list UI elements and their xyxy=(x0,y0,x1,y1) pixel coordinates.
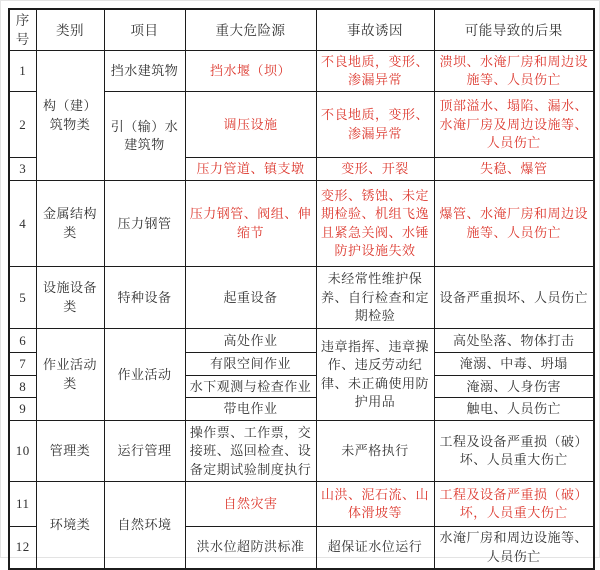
header-hazard: 重大危险源 xyxy=(185,9,316,51)
header-row xyxy=(9,9,594,51)
cell-r6-c0: 6 xyxy=(9,329,36,353)
cell-r3-c1: 压力管道、镇支墩 xyxy=(185,158,316,181)
header-consequence: 可能导致的后果 xyxy=(434,9,594,51)
cell-r5-c0: 5 xyxy=(9,267,36,329)
hazard-table-container xyxy=(8,8,595,570)
cell-r1-c0: 1 xyxy=(9,51,36,92)
cell-r6-c4: 违章指挥、违章操作、违反劳动纪律、未正确使用防护用品 xyxy=(316,329,434,421)
cell-r12-c0: 12 xyxy=(9,527,36,569)
cell-r9-c0: 9 xyxy=(9,398,36,421)
cell-r1-c5: 溃坝、水淹厂房和周边设施等、人员伤亡 xyxy=(434,51,594,92)
cell-r10-c3: 操作票、工作票，交接班、巡回检查、设备定期试验制度执行 xyxy=(185,421,316,482)
cell-r2-c0: 2 xyxy=(9,92,36,158)
cell-r12-c3: 水淹厂房和周边设施等、人员伤亡 xyxy=(434,527,594,569)
cell-r11-c2: 自然环境 xyxy=(104,482,185,569)
cell-r3-c0: 3 xyxy=(9,158,36,181)
cell-r11-c4: 山洪、泥石流、山体滑坡等 xyxy=(316,482,434,527)
table-body xyxy=(9,51,594,569)
cell-r10-c2: 运行管理 xyxy=(104,421,185,482)
cell-r6-c3: 高处作业 xyxy=(185,329,316,353)
table-row-4 xyxy=(9,181,594,267)
cell-r11-c1: 环境类 xyxy=(36,482,104,569)
cell-r1-c2: 挡水建筑物 xyxy=(104,51,185,92)
hazard-table xyxy=(8,8,595,570)
header-item: 项目 xyxy=(104,9,185,51)
cell-r8-c1: 水下观测与检查作业 xyxy=(185,376,316,398)
cell-r3-c3: 失稳、爆管 xyxy=(434,158,594,181)
table-row-6 xyxy=(9,329,594,353)
cell-r6-c5: 高处坠落、物体打击 xyxy=(434,329,594,353)
cell-r1-c3: 挡水堰（坝） xyxy=(185,51,316,92)
cell-r4-c3: 压力钢管、阀组、伸缩节 xyxy=(185,181,316,267)
table-row-5 xyxy=(9,267,594,329)
table-header-row xyxy=(9,9,594,51)
cell-r4-c5: 爆管、水淹厂房和周边设施等、人员伤亡 xyxy=(434,181,594,267)
table-row-1 xyxy=(9,51,594,92)
cell-r8-c2: 淹溺、人身伤害 xyxy=(434,376,594,398)
cell-r1-c1: 构（建）筑物类 xyxy=(36,51,104,181)
cell-r2-c4: 顶部溢水、塌陷、漏水、水淹厂房及周边设施等、人员伤亡 xyxy=(434,92,594,158)
cell-r4-c4: 变形、锈蚀、未定期检验、机组飞逸且紧急关阀、水锤防护设施失效 xyxy=(316,181,434,267)
cell-r4-c1: 金属结构类 xyxy=(36,181,104,267)
cell-r6-c1: 作业活动类 xyxy=(36,329,104,421)
cell-r6-c2: 作业活动 xyxy=(104,329,185,421)
cell-r10-c1: 管理类 xyxy=(36,421,104,482)
cell-r8-c0: 8 xyxy=(9,376,36,398)
cell-r5-c2: 特种设备 xyxy=(104,267,185,329)
cell-r11-c0: 11 xyxy=(9,482,36,527)
cell-r10-c5: 工程及设备严重损（破）坏、人员重大伤亡 xyxy=(434,421,594,482)
header-index: 序号 xyxy=(9,9,36,51)
cell-r11-c3: 自然灾害 xyxy=(185,482,316,527)
cell-r10-c4: 未严格执行 xyxy=(316,421,434,482)
table-row-11 xyxy=(9,482,594,527)
cell-r2-c2: 调压设施 xyxy=(185,92,316,158)
header-category: 类别 xyxy=(36,9,104,51)
cell-r4-c0: 4 xyxy=(9,181,36,267)
header-cause: 事故诱因 xyxy=(316,9,434,51)
cell-r5-c4: 未经常性维护保养、自行检查和定期检验 xyxy=(316,267,434,329)
cell-r9-c1: 带电作业 xyxy=(185,398,316,421)
cell-r4-c2: 压力钢管 xyxy=(104,181,185,267)
cell-r2-c3: 不良地质，变形、渗漏异常 xyxy=(316,92,434,158)
cell-r7-c0: 7 xyxy=(9,353,36,376)
cell-r12-c2: 超保证水位运行 xyxy=(316,527,434,569)
table-row-10 xyxy=(9,421,594,482)
cell-r7-c2: 淹溺、中毒、坍塌 xyxy=(434,353,594,376)
cell-r10-c0: 10 xyxy=(9,421,36,482)
cell-r9-c2: 触电、人员伤亡 xyxy=(434,398,594,421)
cell-r3-c2: 变形、开裂 xyxy=(316,158,434,181)
cell-r7-c1: 有限空间作业 xyxy=(185,353,316,376)
cell-r2-c1: 引（输）水建筑物 xyxy=(104,92,185,181)
cell-r5-c3: 起重设备 xyxy=(185,267,316,329)
cell-r5-c5: 设备严重损坏、人员伤亡 xyxy=(434,267,594,329)
cell-r12-c1: 洪水位超防洪标准 xyxy=(185,527,316,569)
cell-r5-c1: 设施设备类 xyxy=(36,267,104,329)
cell-r11-c5: 工程及设备严重损（破）坏，人员重大伤亡 xyxy=(434,482,594,527)
cell-r1-c4: 不良地质，变形、渗漏异常 xyxy=(316,51,434,92)
